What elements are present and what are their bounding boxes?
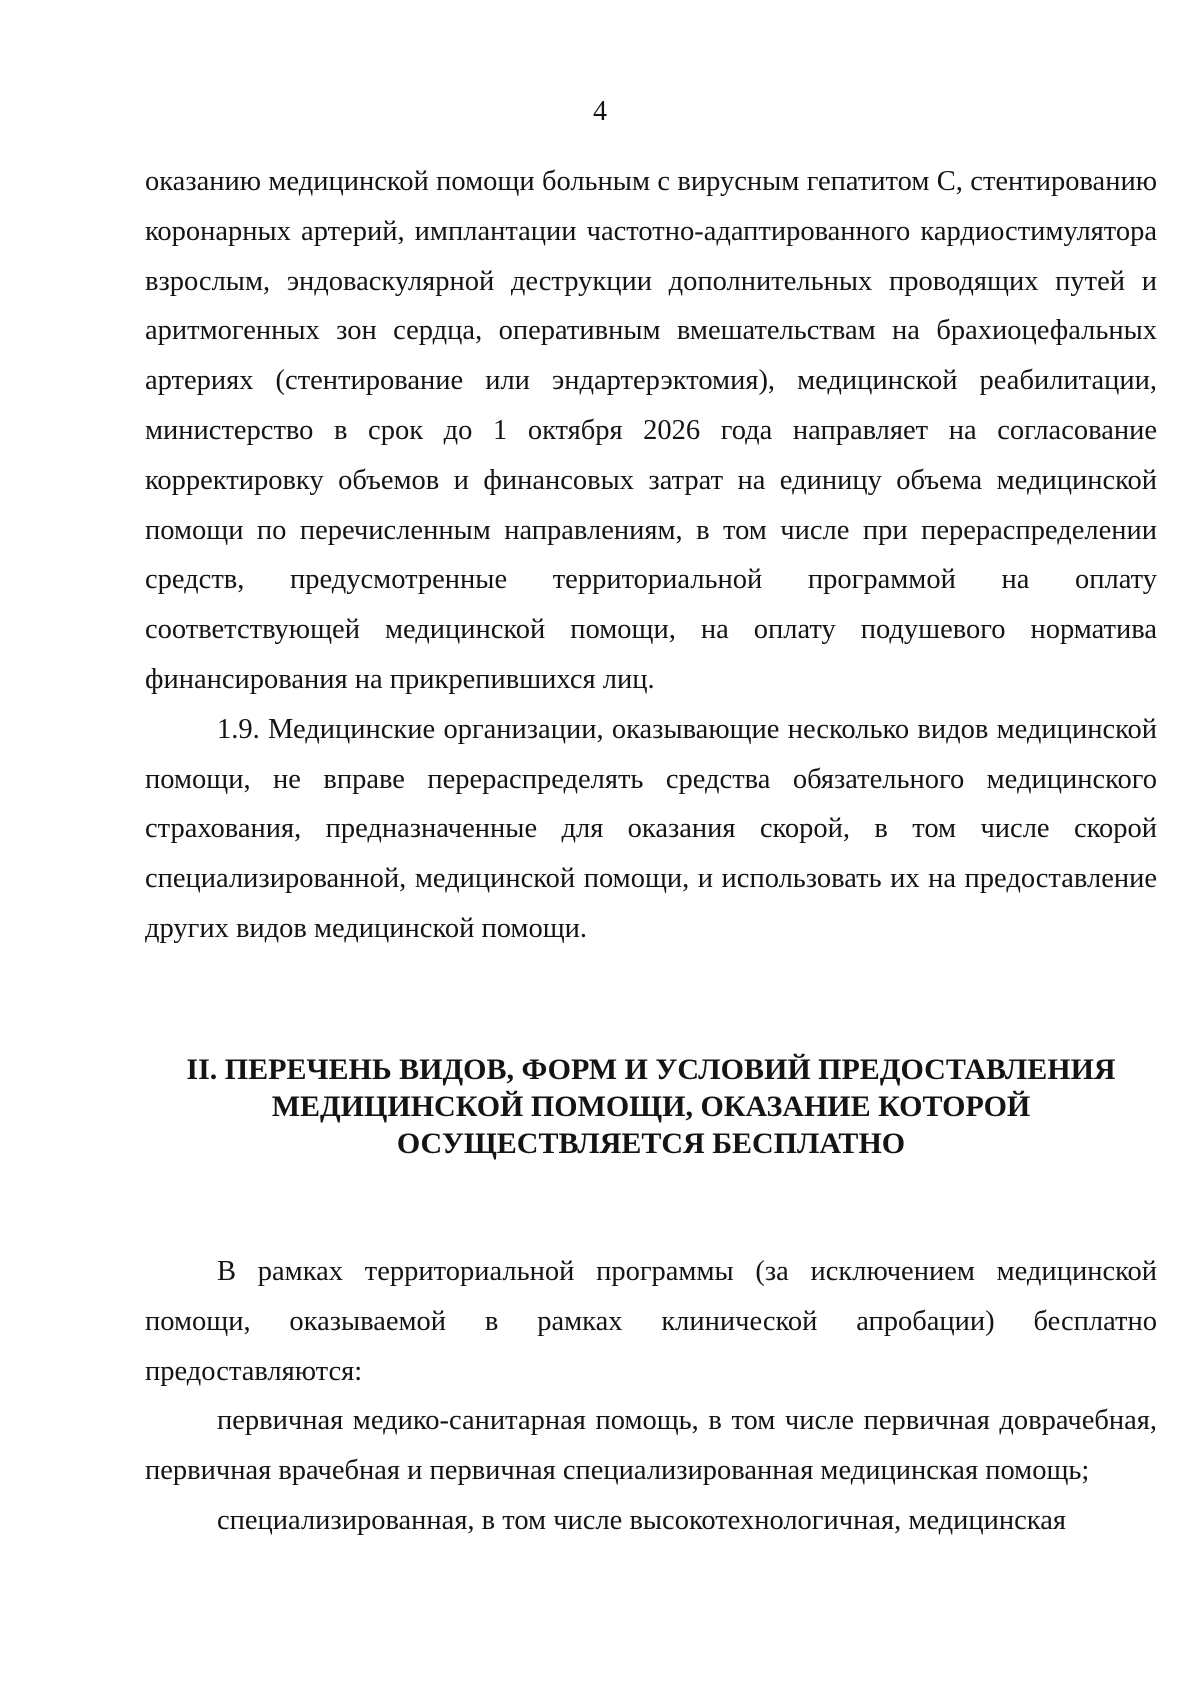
paragraph-1-9: 1.9. Медицинские организации, оказывающие несколько видов медицинской помощи, не вправе перераспределять средства обязательного медицинского страхования, предназначенные для оказания скорой, в том числе скорой специализированной, медицинской помощи, и использовать их на предоставление других видов медицинской помощи. bbox=[145, 713, 1157, 944]
paragraph-continued: оказанию медицинской помощи больным с вирусным гепатитом С, стентированию коронарных артерий, имплантации частотно-адаптированного кардиостимулятора взрослым, эндоваскулярной деструкции дополнительных проводящих путей и аритмогенных зон сердца, оперативным вмешательствам на брахиоцефальных артериях (стентирование или эндартерэктомия), медицинской реабилитации, министерство в срок до 1 октября 2026 года направляет на согласование корректировку объемов и финансовых затрат на единицу объема медицинской помощи по перечисленным направлениям, в том числе при перераспределении средств, предусмотренные территориальной программой на оплату соответствующей медицинской помощи, на оплату подушевого норматива финансирования на прикрепившихся лиц. bbox=[145, 166, 1157, 695]
heading-line-1: II. ПЕРЕЧЕНЬ ВИДОВ, ФОРМ И УСЛОВИЙ ПРЕДОСТАВЛЕНИЯ bbox=[186, 1053, 1116, 1086]
paragraph-primary-care: первичная медико-санитарная помощь, в том числе первичная доврачебная, первичная врачебная и первичная специализированная медицинская помощь; bbox=[145, 1405, 1157, 1487]
page-number: 4 bbox=[593, 96, 607, 127]
paragraph-specialized-care: специализированная, в том числе высокотехнологичная, медицинская bbox=[217, 1504, 1066, 1536]
section-heading bbox=[145, 1051, 1157, 1162]
text-block-top bbox=[145, 157, 1157, 954]
text-block-bottom bbox=[145, 1247, 1157, 1546]
paragraph-intro: В рамках территориальной программы (за исключением медицинской помощи, оказываемой в рамках клинической апробации) бесплатно предоставляются: bbox=[145, 1256, 1157, 1387]
heading-line-2: МЕДИЦИНСКОЙ ПОМОЩИ, ОКАЗАНИЕ КОТОРОЙ bbox=[271, 1090, 1031, 1123]
heading-line-3: ОСУЩЕСТВЛЯЕТСЯ БЕСПЛАТНО bbox=[396, 1127, 906, 1160]
